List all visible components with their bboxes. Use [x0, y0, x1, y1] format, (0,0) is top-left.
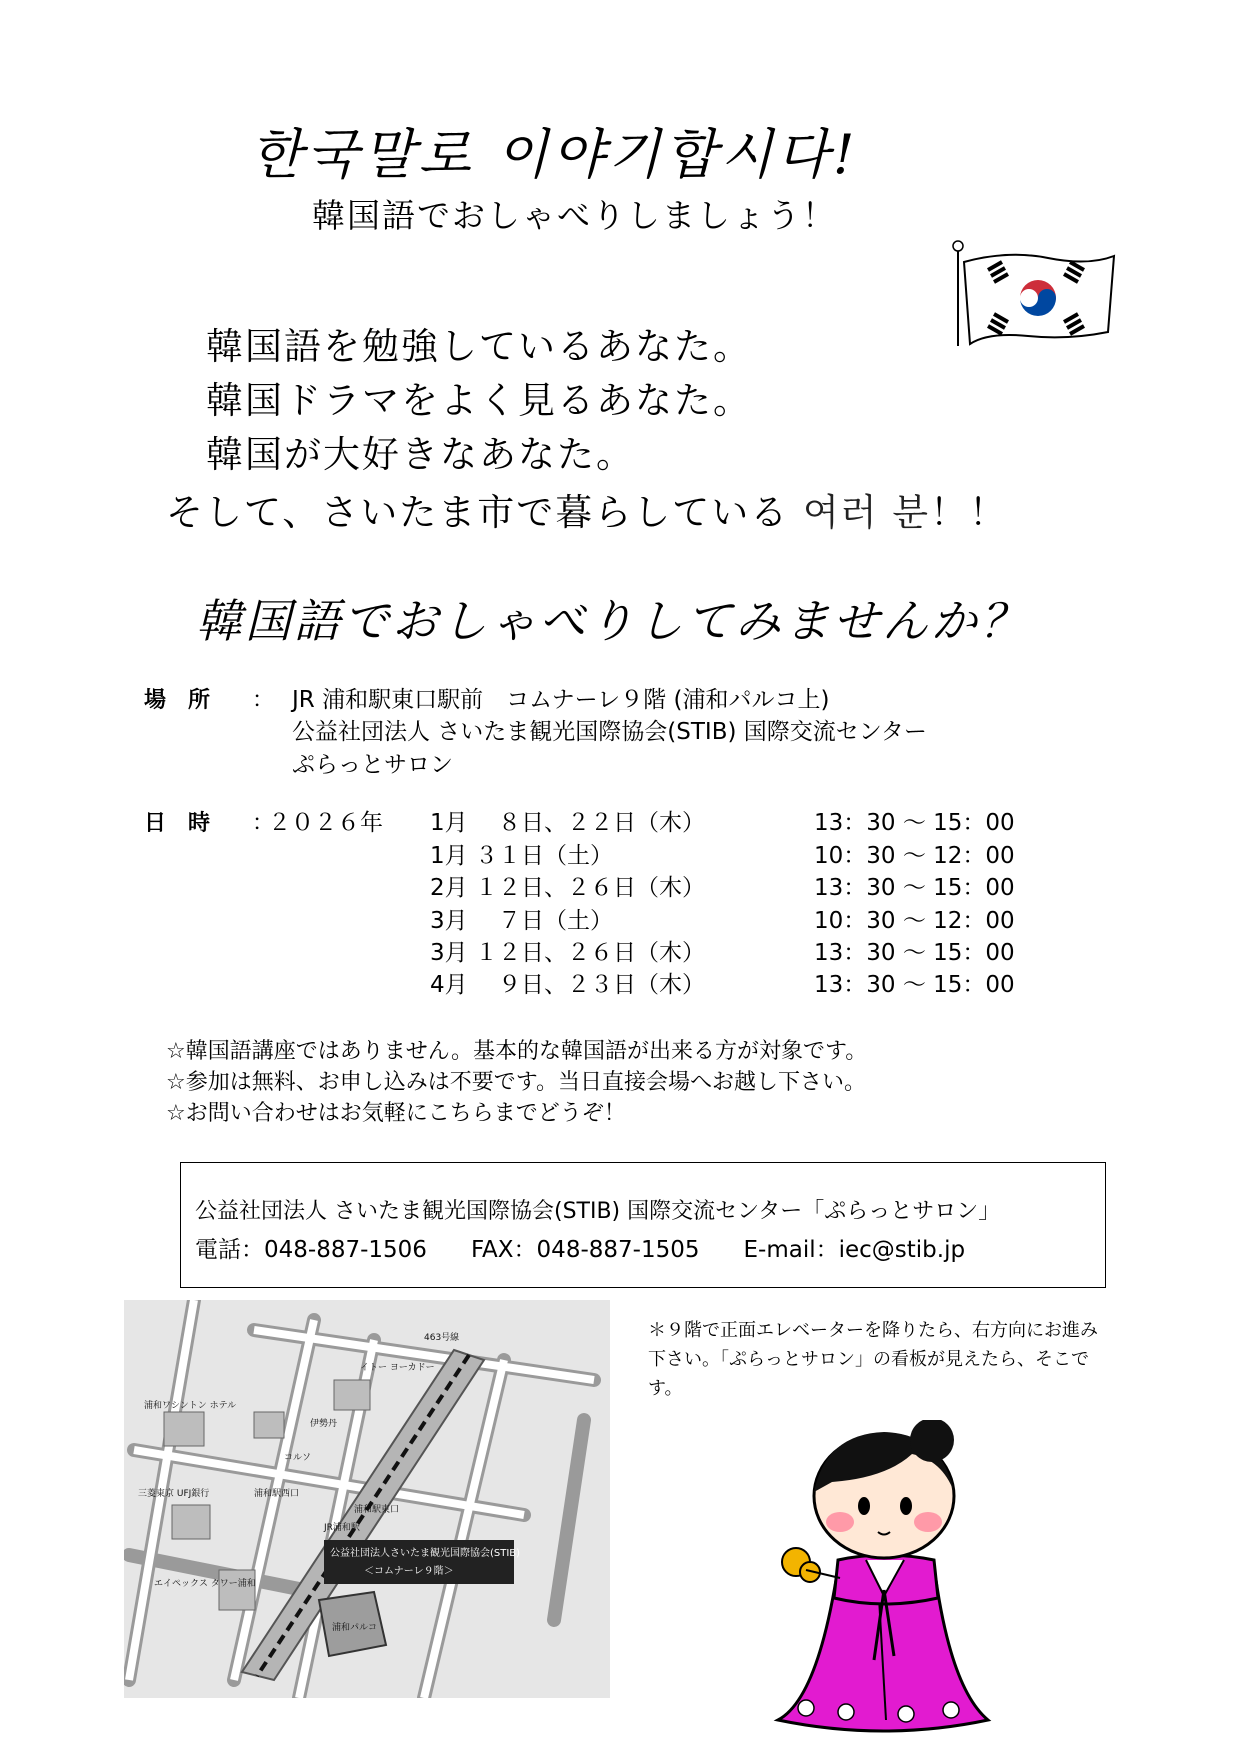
korean-flag-icon	[948, 240, 1118, 350]
note-1: ☆韓国語講座ではありません。基本的な韓国語が出来る方が対象です。	[166, 1039, 868, 1064]
schedule-time: 13：30 〜 15：00	[814, 972, 1015, 998]
contact-org: 公益社団法人 さいたま観光国際協会(STIB) 国際交流センター「ぷらっとサロン」	[195, 1199, 1001, 1224]
map-ito-yokado: イトー ヨーカドー	[360, 1363, 435, 1373]
map-stib-line-2: ＜コムナーレ９階＞	[364, 1566, 454, 1577]
intro-line-4	[166, 482, 1008, 536]
schedule-time: 10：30 〜 12：00	[814, 843, 1015, 869]
intro-line-4-end: ！！	[930, 491, 1009, 534]
schedule-date: 2月 １２日、２６日（木）	[430, 875, 705, 901]
schedule-time: 13：30 〜 15：00	[814, 810, 1015, 836]
directions-note: ＊９階で正面エレベーターを降りたら、右方向にお進み下さい。「ぷらっとサロン」の看板が見えたら、そこです。	[648, 1320, 1098, 1399]
intro-line-2: 韓国ドラマをよく見るあなた。	[206, 379, 752, 422]
datetime-year: ２０２６年	[268, 810, 383, 836]
map-stib-line-1: 公益社団法人さいたま観光国際協会(STIB)	[330, 1548, 521, 1559]
schedule-date: 1月 ８日、２２日（木）	[430, 810, 705, 836]
datetime-label: 日時	[144, 811, 233, 836]
map-isetan: 伊勢丹	[310, 1419, 338, 1429]
headline: 韓国語でおしゃべりしてみませんか？	[196, 594, 1029, 648]
schedule-date: 3月 １２日、２６日（木）	[430, 940, 705, 966]
note-2: ☆参加は無料、お申し込みは不要です。当日直接会場へお越し下さい。	[166, 1070, 866, 1095]
map-apex-tower: エイペックス タワー浦和	[154, 1579, 256, 1589]
location-line-3: ぷらっとサロン	[292, 752, 453, 778]
schedule-time: 13：30 〜 15：00	[814, 940, 1015, 966]
schedule-time: 13：30 〜 15：00	[814, 875, 1015, 901]
japanese-subtitle: 韓国語でおしゃべりしましょう！	[312, 196, 837, 235]
map-route-463: 463号線	[424, 1333, 460, 1343]
contact-box	[180, 1162, 1106, 1288]
schedule-time: 10：30 〜 12：00	[814, 908, 1015, 934]
location-line-1: JR 浦和駅東口駅前 コムナーレ９階 (浦和パルコ上)	[292, 687, 830, 713]
location-line-2: 公益社団法人 さいたま観光国際協会(STIB) 国際交流センター	[292, 719, 927, 745]
note-3: ☆お問い合わせはお気軽にこちらまでどうぞ！	[166, 1101, 626, 1126]
map-mitsubishi-bank: 三菱東京 UFJ銀行	[138, 1489, 210, 1499]
korean-title: 한국말로 이야기합시다!	[250, 123, 859, 186]
contact-details	[195, 1231, 1009, 1264]
map-jr-station: JR浦和駅	[324, 1523, 360, 1533]
schedule-date: 1月 ３１日（土）	[430, 843, 613, 869]
map-east-exit: 浦和駅東口	[354, 1505, 400, 1515]
map-coruso: コルソ	[284, 1453, 312, 1463]
location-colon: ：	[252, 688, 275, 713]
datetime-colon: ：	[252, 811, 275, 836]
map-parco: 浦和パルコ	[332, 1623, 378, 1633]
schedule-date: 3月 ７日（土）	[430, 908, 613, 934]
map-west-exit: 浦和駅西口	[254, 1489, 300, 1499]
contact-phone: 電話：048-887-1506	[195, 1237, 427, 1263]
schedule-date: 4月 ９日、２３日（木）	[430, 972, 705, 998]
map-washington-hotel: 浦和ワシントン ホテル	[144, 1401, 237, 1411]
hanbok-girl-illustration	[766, 1420, 1002, 1746]
intro-line-4-korean: 여러 분	[803, 491, 931, 534]
contact-email[interactable]: E-mail：iec@stib.jp	[743, 1237, 966, 1263]
intro-line-3: 韓国が大好きなあなた。	[206, 433, 635, 476]
intro-line-1: 韓国語を勉強しているあなた。	[206, 325, 752, 368]
contact-fax: FAX：048-887-1505	[470, 1237, 700, 1263]
access-map	[124, 1300, 610, 1698]
location-label: 場所	[144, 688, 233, 713]
intro-line-4-japanese: そして、さいたま市で暮らしている	[166, 491, 804, 534]
